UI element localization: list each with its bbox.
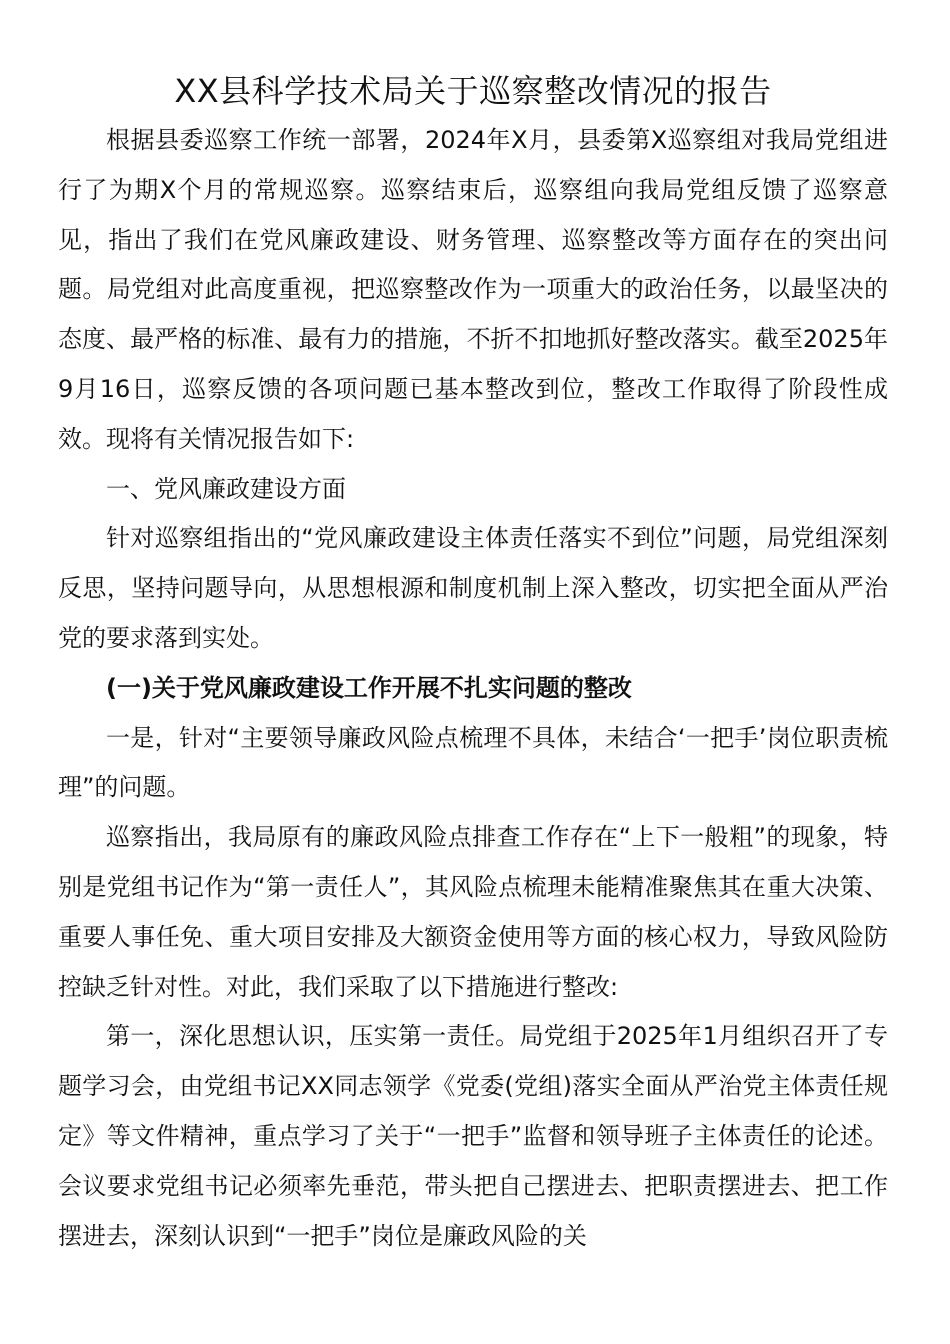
subsection-heading: (一)关于党风廉政建设工作开展不扎实问题的整改 <box>106 673 632 702</box>
body-paragraph: 巡察指出，我局原有的廉政风险点排查工作存在“上下一般粗”的现象，特别是党组书记作为“第一责任人”，其风险点梳理未能精准聚焦其在重大决策、重要人事任免、重大项目安排及大额资金使用等方面的核心权力，导致风险防控缺乏针对性。对此，我们采取了以下措施进行整改: <box>58 823 888 1001</box>
measure-paragraph: 第一，深化思想认识，压实第一责任。局党组于2025年1月组织召开了专题学习会，由党组书记XX同志领学《党委(党组)落实全面从严治党主体责任规定》等文件精神，重点学习了关于“一把手”监督和领导班子主体责任的论述。会议要求党组书记必须率先垂范，带头把自己摆进去、把职责摆进去、把工作摆进去，深刻认识到“一把手”岗位是廉政风险的关 <box>58 1022 888 1250</box>
section-heading: 一、党风廉政建设方面 <box>106 474 346 503</box>
intro-paragraph: 根据县委巡察工作统一部署，2024年X月，县委第X巡察组对我局党组进行了为期X个月的常规巡察。巡察结束后，巡察组向我局党组反馈了巡察意见，指出了我们在党风廉政建设、财务管理、巡察整改等方面存在的突出问题。局党组对此高度重视，把巡察整改作为一项重大的政治任务，以最坚决的态度、最严格的标准、最有力的措施，不折不扣地抓好整改落实。截至2025年9月16日，巡察反馈的各项问题已基本整改到位，整改工作取得了阶段性成效。现将有关情况报告如下: <box>58 126 888 453</box>
document-title: XX县科学技术局关于巡察整改情况的报告 <box>174 72 772 110</box>
section-paragraph: 针对巡察组指出的“党风廉政建设主体责任落实不到位”问题，局党组深刻反思，坚持问题导向，从思想根源和制度机制上深入整改，切实把全面从严治党的要求落到实处。 <box>58 524 888 652</box>
item-paragraph: 一是，针对“主要领导廉政风险点梳理不具体，未结合‘一把手’岗位职责梳理”的问题。 <box>58 723 888 802</box>
document-page <box>58 66 888 1261</box>
